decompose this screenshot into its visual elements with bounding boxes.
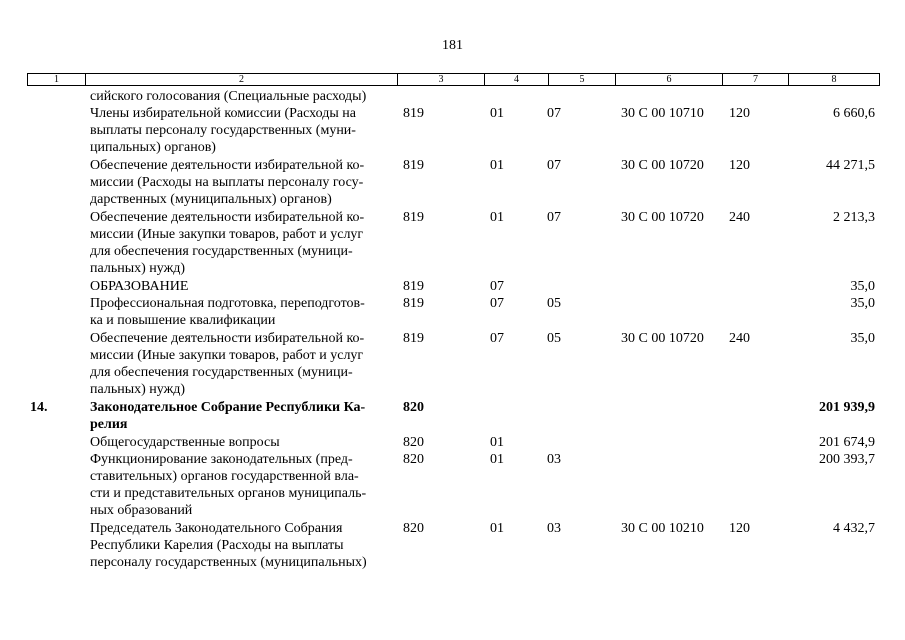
row-name — [90, 105, 356, 156]
row-name-line: дарственных (муниципальных) органов) — [90, 192, 332, 207]
row-name-line: ОБРАЗОВАНИЕ — [90, 279, 189, 294]
column-number-6: 6 — [666, 74, 672, 85]
row-name — [90, 88, 366, 105]
row-amount: 4 432,7 — [833, 521, 875, 536]
column-number-5: 5 — [579, 74, 585, 85]
row-admin-code: 819 — [403, 106, 424, 121]
row-admin-code: 819 — [403, 331, 424, 346]
row-name — [90, 295, 365, 329]
row-amount: 2 213,3 — [833, 210, 875, 225]
row-name-line: миссии (Иные закупки товаров, работ и услуг — [90, 348, 364, 363]
row-expense-type: 120 — [729, 158, 750, 173]
row-name-line: Обеспечение деятельности избирательной ко- — [90, 210, 365, 225]
column-number-1: 1 — [54, 74, 59, 85]
row-section: 07 — [490, 279, 504, 294]
row-admin-code: 820 — [403, 400, 424, 415]
row-subsection: 05 — [547, 331, 561, 346]
row-name-line: сийского голосования (Специальные расходы) — [90, 89, 367, 104]
row-name-line: персоналу государственных (муниципальных) — [90, 555, 367, 570]
row-name — [90, 520, 367, 571]
row-name-line: для обеспечения государственных (муници- — [90, 244, 353, 259]
row-subsection: 07 — [547, 158, 561, 173]
row-section: 07 — [490, 296, 504, 311]
row-name-line: выплаты персоналу государственных (муни- — [90, 123, 356, 138]
row-name-line: ципальных) органов) — [90, 140, 216, 155]
column-number-2: 2 — [239, 74, 244, 85]
row-target-article: 30 С 00 10710 — [621, 106, 704, 121]
column-number-3: 3 — [438, 74, 444, 85]
row-name-line: миссии (Расходы на выплаты персоналу госу- — [90, 175, 364, 190]
row-name — [90, 399, 365, 433]
column-number-header — [27, 73, 880, 86]
row-section: 01 — [490, 521, 504, 536]
column-number-7: 7 — [753, 74, 758, 85]
row-name-line: пальных) нужд) — [90, 261, 186, 276]
row-name-line: ставительных) органов государственной вла- — [90, 469, 359, 484]
row-expense-type: 240 — [729, 210, 750, 225]
row-admin-code: 819 — [403, 296, 424, 311]
row-admin-code: 819 — [403, 158, 424, 173]
row-target-article: 30 С 00 10720 — [621, 158, 704, 173]
row-name — [90, 278, 188, 295]
row-amount: 201 674,9 — [819, 435, 875, 450]
row-name-line: ных образований — [90, 503, 193, 518]
column-number-8: 8 — [831, 74, 837, 85]
row-admin-code: 820 — [403, 521, 424, 536]
row-name-line: миссии (Иные закупки товаров, работ и услуг — [90, 227, 364, 242]
row-name-line: ка и повышение квалификации — [90, 313, 276, 328]
row-name-line: Члены избирательной комиссии (Расходы на — [90, 106, 356, 121]
row-amount: 6 660,6 — [833, 106, 875, 121]
row-name — [90, 157, 364, 208]
row-section: 01 — [490, 435, 504, 450]
row-target-article: 30 С 00 10720 — [621, 210, 704, 225]
row-amount: 44 271,5 — [826, 158, 875, 173]
row-admin-code: 820 — [403, 452, 424, 467]
row-subsection: 03 — [547, 521, 561, 536]
row-amount: 35,0 — [850, 279, 875, 294]
page-number: 181 — [442, 38, 463, 53]
row-expense-type: 120 — [729, 106, 750, 121]
row-name — [90, 330, 364, 398]
row-target-article: 30 С 00 10210 — [621, 521, 704, 536]
row-subsection: 07 — [547, 210, 561, 225]
row-section: 07 — [490, 331, 504, 346]
row-name-line: релия — [90, 417, 128, 432]
row-name-line: Профессиональная подготовка, переподготов- — [90, 296, 365, 311]
row-amount: 201 939,9 — [819, 400, 875, 415]
row-target-article: 30 С 00 10720 — [621, 331, 704, 346]
row-section: 01 — [490, 210, 504, 225]
row-amount: 200 393,7 — [819, 452, 875, 467]
row-name — [90, 434, 280, 451]
row-admin-code: 820 — [403, 435, 424, 450]
row-section: 01 — [490, 452, 504, 467]
row-amount: 35,0 — [850, 331, 875, 346]
row-name-line: Обеспечение деятельности избирательной ко- — [90, 158, 365, 173]
row-name-line: Обеспечение деятельности избирательной ко- — [90, 331, 365, 346]
row-subsection: 05 — [547, 296, 561, 311]
row-subsection: 03 — [547, 452, 561, 467]
row-name-line: Председатель Законодательного Собрания — [90, 521, 343, 536]
row-name-line: Общегосударственные вопросы — [90, 435, 280, 450]
row-section: 01 — [490, 106, 504, 121]
row-name-line: Законодательное Собрание Республики Ка- — [90, 400, 366, 415]
row-name — [90, 209, 364, 277]
row-name-line: для обеспечения государственных (муници- — [90, 365, 353, 380]
row-admin-code: 819 — [403, 210, 424, 225]
row-name-line: Функционирование законодательных (пред- — [90, 452, 353, 467]
row-expense-type: 120 — [729, 521, 750, 536]
row-number: 14. — [30, 400, 48, 415]
row-name-line: сти и представительных органов муниципаль- — [90, 486, 367, 501]
row-amount: 35,0 — [850, 296, 875, 311]
row-name — [90, 451, 366, 519]
row-section: 01 — [490, 158, 504, 173]
row-name-line: пальных) нужд) — [90, 382, 186, 397]
row-subsection: 07 — [547, 106, 561, 121]
column-number-4: 4 — [514, 74, 519, 85]
row-expense-type: 240 — [729, 331, 750, 346]
row-admin-code: 819 — [403, 279, 424, 294]
row-name-line: Республики Карелия (Расходы на выплаты — [90, 538, 344, 553]
